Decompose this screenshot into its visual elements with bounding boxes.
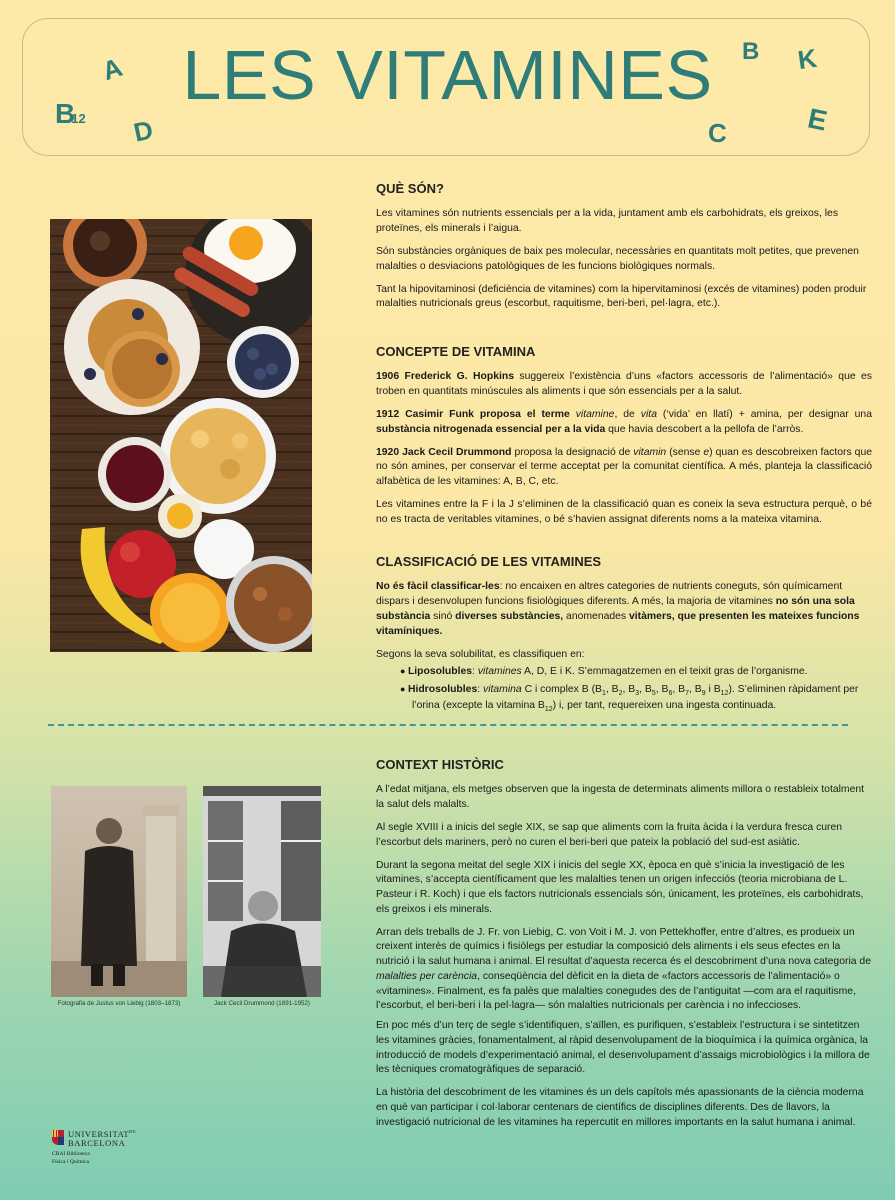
list-item-liposolubles: ● Liposolubles: vitamines A, D, E i K. S’emmagatzemen en el teixit gras de l’organisme. xyxy=(400,665,872,680)
timeline-entry-1920: 1920 Jack Cecil Drummond proposa la designació de vitamin (sense e) quan es descobreixen factors que no són amines, per conservar el terme acceptat per la comunitat científica. A més, planteja la classificació alfabètica de les vitamines: A, B, C, etc. xyxy=(376,446,873,488)
logo-line-2: BARCELONA xyxy=(68,1137,126,1148)
page-title: LES VITAMINES xyxy=(182,36,713,114)
food-photo xyxy=(50,219,312,652)
vitamin-letter-a: A xyxy=(98,51,126,87)
liebig-portrait xyxy=(51,786,187,997)
section-classificacio xyxy=(376,553,872,718)
paragraph: Les vitamines entre la F i la J s’eliminen de la classificació quan es coneix la seva estructura perquè, o bé no es tracta de veritables vitamines, o bé s’havien assignat diferents noms a la mateixa vitamina. xyxy=(376,498,872,525)
section-que-son xyxy=(376,180,872,320)
university-shield-icon xyxy=(52,1130,64,1145)
logo-line-1: $UNIVERSITAT^{DE}$ xyxy=(68,1129,137,1139)
section-divider xyxy=(48,724,848,726)
vitamin-letter-c: C xyxy=(708,118,727,148)
vitamin-letter-b12: B12 xyxy=(55,98,86,129)
paragraph: Les vitamines són nutrients essencials per a la vida, juntament amb els carbohidrats, els greixos, les proteïnes, els minerals i l’aigua. xyxy=(376,208,839,235)
paragraph: Tant la hipovitaminosi (deficiència de vitamines) com la hipervitaminosi (excés de vitamines) poden produir malalties nutricionals greus (escorbut, raquitisme, beri-beri, pel·lagra, etc.). xyxy=(376,283,867,310)
heading-que-son: QUÈ SÓN? xyxy=(376,181,444,196)
vitamin-letter-d: D xyxy=(130,114,156,148)
timeline-entry-1906: 1906 Frederick G. Hopkins suggereix l’existència d’uns «factors accessoris de l’alimentació» que es troben en quantitats minúscules als aliments i que són essencials per a la salut. xyxy=(376,371,872,398)
paragraph: Segons la seva solubilitat, es classifiquen en: xyxy=(376,648,585,660)
heading-classificacio: CLASSIFICACIÓ DE LES VITAMINES xyxy=(376,554,602,569)
logo-line-4: Física i Química xyxy=(52,1158,89,1165)
paragraph: En poc més d’un terç de segle s’identifiquen, s’aïllen, es purifiquen, s’estableix l’estructura i se sintetitzen les vitamines gràcies, fonamentalment, al ràpid desenvolupament de la bioquímica i la química orgànica, la introducció de models d’experimentació animal, el desenvolupament d’assaigs microbiològics i la millora de les tècniques cromatogràfiques de separació. xyxy=(376,1020,870,1076)
vitamin-letter-b: B xyxy=(742,38,760,65)
solubility-list xyxy=(400,665,872,715)
vitamin-letter-k: K xyxy=(795,42,819,76)
list-item-hidrosolubles: ● Hidrosolubles: vitamina C i complex B ($B_1$, $B_2$, $B_3$, $B_5$, $B_6$, $B_7$, $B_9$ i $B_{12}$). S’eliminen ràpidament per l’orina (excepte la vitamina $B_{12}$) i, per tant, requereixen una ingesta continuada. xyxy=(400,683,872,715)
caption-drummond: Jack Cecil Drummond (1891-1952) xyxy=(214,1000,310,1007)
logo-line-3: CRAI Biblioteca xyxy=(52,1151,90,1157)
section-concepte xyxy=(376,343,872,535)
timeline-entry-1912: 1912 Casimir Funk proposa el terme vitamine, de vita (‘vida’ en llatí) + amina, per designar una substància nitrogenada essencial per a la vida que havia descobert a la pellofa de l’arròs. xyxy=(376,408,872,435)
drummond-portrait xyxy=(203,786,321,997)
paragraph: Durant la segona meitat del segle XIX i inicis del segle XX, època en què s’inicia la investigació de les vitamines, s’accepta científicament que les malalties tenen un origen infecciós (teoria microbiana de L. Pasteur i R. Koch) i que els factors nutricionals essencials són, únicament, les proteïnes, els carbohidrats, els greixos i els minerals. xyxy=(376,859,864,915)
caption-liebig: Fotografia de Justus von Liebig (1803–1873) xyxy=(57,1000,181,1007)
vitamin-letter-e: E xyxy=(805,102,830,137)
paragraph: A l’edat mitjana, els metges observen que la ingesta de determinats aliments millora o restableix totalment la salut dels malalts. xyxy=(376,784,865,811)
paragraph: La història del descobriment de les vitamines és un dels capítols més apassionants de la ciència moderna en què van participar i col·laborar centenars de científics de disciplines diferents. Des de llavors, la investigació nutricional de les vitamines ha repercutit en millores importants en la salut humana i animal. xyxy=(376,1087,864,1128)
section-context xyxy=(376,756,872,1139)
paragraph: Arran dels treballs de J. Fr. von Liebig, C. von Voit i M. J. von Pettekhoffer, entre d’altres, es produeix un creixent interès de químics i fisiòlegs per estudiar la composició dels aliments i els seus efectes en la nutrició i la salut humana i animal. El resultat d’aquesta recerca és el descobriment d’una nova categoria de malalties per carència, conseqüència del dèficit en la dieta de «factors accessoris de l’alimentació» o «vitamines». Finalment, es fa palès que malalties conegudes des de l’antiguitat —com ara el raquitisme, l’escorbut, el beri-beri i la pel·lagra— són malalties nutricionals per carència i no infeccioses. xyxy=(376,926,871,1012)
heading-context: CONTEXT HISTÒRIC xyxy=(376,757,504,772)
paragraph: Al segle XVIII i a inicis del segle XIX, se sap que aliments com la fruita àcida i la verdura fresca curen l’escorbut dels mariners, però no curen el beri-beri que pateix la població del sud-est asiàtic. xyxy=(376,821,843,848)
heading-concepte: CONCEPTE DE VITAMINA xyxy=(376,344,536,359)
paragraph: Són substàncies orgàniques de baix pes molecular, necessàries en quantitats molt petites, que prevenen malalties o desviacions patològiques de les funcions biològiques normals. xyxy=(376,245,859,272)
paragraph: No és fàcil classificar-les: no encaixen en altres categories de nutrients coneguts, són químicament dispars i desenvolupen funcions fisiològiques diferents. A més, la majoria de vitamines no són una sola substància sinó diverses substàncies, anomenades vitàmers, que presenten les mateixes funcions vitamíniques. xyxy=(376,581,860,637)
